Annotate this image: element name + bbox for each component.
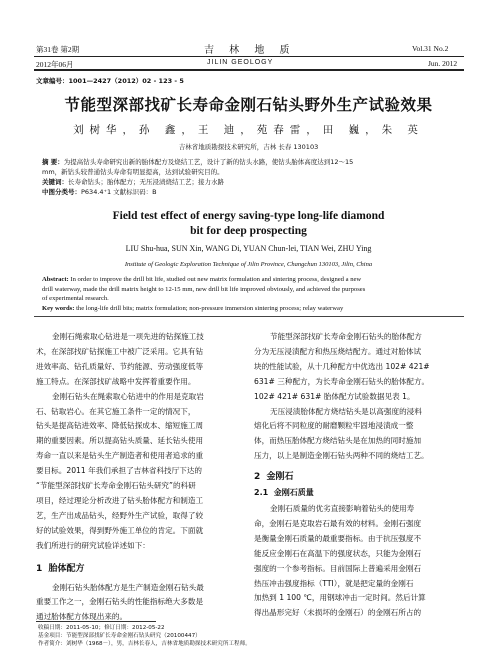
paragraph-line: 加热到 1 100 ℃，用钢球冲击一定时间。然后计算 <box>254 593 426 603</box>
issue-label: 第31卷 第2期 <box>36 45 80 54</box>
abstract-divider <box>34 316 464 317</box>
abstract-en <box>42 275 457 313</box>
body-right-column <box>254 330 464 621</box>
section-title: 金刚石 <box>266 472 294 483</box>
paragraph-line: 施工特点。在深部找矿战略中发挥着重要作用。 <box>36 376 196 386</box>
keywords-cn-label: 关键词： <box>42 178 68 186</box>
affiliation-en: Institute of Geologic Exploration Technique of Jilin Province, Changchun 130103, Jilin, China <box>124 261 373 268</box>
paragraph-line: 金刚石钻头胎体配方是生产制造金刚石钻头最 <box>52 582 204 592</box>
volume-label: Vol.31 No.2 <box>412 44 449 53</box>
abstract-en-line: In order to improve the drill bit life, studied out new matrix formulation and sintering process, designed a new <box>70 276 362 283</box>
abstract-en-line: of experimental research. <box>42 295 109 302</box>
paragraph-line: 压力，以上是制造金刚石钻头两种不同的烧结工艺。 <box>254 451 429 461</box>
paragraph-line: 艺，生产出成品钻头，经野外生产试验，取得了较 <box>36 510 204 520</box>
keywords-cn: 长寿命钻头；胎体配方；无压浸渍烧结工艺；接力水路 <box>68 178 224 186</box>
paragraph-line: 金刚石质量的优劣直接影响着钻头的使用寿 <box>270 503 415 513</box>
paragraph-line: 寿命一直以来是钻头生产制造者和使用者追求的重 <box>36 451 204 461</box>
subsection-heading-2-1 <box>254 486 464 501</box>
paragraph-line: 术，在深部找矿钻探施工中被广泛采用。它具有钻 <box>36 346 204 356</box>
subsection-number: 2.1 <box>254 488 269 498</box>
subsection-title: 金刚石质量 <box>273 488 314 498</box>
abstract-cn-label: 摘 要： <box>42 158 64 166</box>
footnotes <box>38 624 458 648</box>
paragraph-line: 节能型深部找矿长寿命金刚石钻头的胎体配方 <box>270 332 422 341</box>
body-left-column <box>36 330 236 625</box>
paragraph-line: 熔化后将不同粒度的耐磨颗粒牢固地浸渍成一整 <box>254 421 414 431</box>
paragraph-line: 重要工作之一，金刚石钻头的性能指标绝大多数是 <box>36 597 204 607</box>
paragraph-line: 石、钻取岩心。在其它施工条件一定的情况下， <box>36 406 196 416</box>
paragraph-line: 我们所进行的研究试验详述如下： <box>36 540 150 550</box>
month-label: Jun. 2012 <box>428 59 458 68</box>
abstract-en-line: drill waterway, made the drill matrix height to 12-15 mm, new drill bit life improved obviously, and achieved the purposes <box>42 285 366 293</box>
paragraph-line: 能反应金刚石在高温下的强度状态，只能为金刚石 <box>254 548 422 558</box>
paragraph-line: 631# 三种配方，为长寿命金刚石钻头的胎体配方。 <box>254 376 430 386</box>
paragraph-line: 通过胎体配方体现出来的。 <box>36 612 128 622</box>
title-en <box>0 209 497 239</box>
authors-en: LIU Shu-hua, SUN Xin, WANG Di, YUAN Chun-lei, TIAN Wei, ZHU Ying <box>125 244 372 253</box>
clc-number: P634.4⁺1 文献标识码：B <box>81 188 157 196</box>
section-heading-1 <box>36 562 236 577</box>
abstract-cn-line: 为提高钻头寿命研究出新的胎体配方及烧结工艺，设计了新的钻头水路，使钻头胎体高度达到12～15 <box>63 158 354 166</box>
authors-cn: 刘树华，孙 鑫，王 迪，苑春雷，田 巍，朱 英 <box>73 124 424 136</box>
journal-name-cn: 吉 林 地 质 <box>204 45 296 56</box>
abstract-en-label: Abstract: <box>42 276 69 283</box>
abstract-cn-line: mm，新钻头较普通钻头寿命有明显提高，达到试验研究目的。 <box>42 168 224 176</box>
paragraph-line: 项目，经过理论分析改进了钻头胎体配方和制造工 <box>36 495 204 505</box>
paragraph-line: 金刚石绳索取心钻进是一项先进的钻探施工技 <box>52 332 204 341</box>
footnote-rule <box>36 621 156 622</box>
paragraph-line: 102# 421# 631# 胎体配方试验数据见表 1。 <box>254 391 415 401</box>
footnote-funding: 基金项目：节能型深部找矿长寿命金刚石钻头研究（20100447） <box>38 633 201 639</box>
clc-label: 中图分类号： <box>42 188 81 196</box>
section-number: 1 <box>36 563 43 574</box>
paragraph-line: 强度的一个参考指标。目前国际上普遍采用金刚石 <box>254 563 422 573</box>
paragraph-line: 块的性能试验，从十几种配方中优选出 102# 421# <box>254 361 430 371</box>
abstract-cn <box>42 157 457 197</box>
keywords-en: the long-life drill bits; matrix formulation; non-pressure immersion sintering process; relay waterway <box>76 304 344 312</box>
paragraph-line: 无压浸渍胎体配方烧结钻头是以高强度的浸料 <box>270 406 422 416</box>
paragraph-line: 要目标。2011 年我们承担了吉林省科技厅下达的 <box>36 466 203 476</box>
header-rule-bottom <box>34 69 464 71</box>
keywords-en-label: Key words: <box>42 304 75 312</box>
paragraph-line: “节能型深部找矿长寿命金刚石钻头研究”的科研 <box>36 481 196 491</box>
paragraph-line: 得出晶形完好（未损坏的金刚石）的金刚石所占的 <box>254 608 422 618</box>
section-heading-2 <box>254 470 464 485</box>
footnote-received: 收稿日期：2011-05-10；修订日期：2012-05-22 <box>38 625 165 631</box>
paragraph-line: 进效率高、钻孔质量好、节约能源、劳动强度低等 <box>36 361 204 371</box>
header-rule-top <box>34 56 464 57</box>
title-en-line: bit for deep prospecting <box>190 225 307 237</box>
paragraph-line: 期的重要因素。所以提高钻头质量、延长钻头使用 <box>36 436 204 446</box>
affiliation-cn: 吉林省地质勘探技术研究所，吉林 长春 130103 <box>178 143 319 151</box>
paragraph-line: 分为无压浸渍配方和热压烧结配方。通过对胎体试 <box>254 346 422 356</box>
date-label: 2012年06月 <box>36 60 74 69</box>
paragraph-line: 命，金刚石是克取岩石最有效的材料。金刚石强度 <box>254 518 422 528</box>
paragraph-line: 金刚石钻头在绳索取心钻进中的作用是克取岩 <box>52 391 204 401</box>
paragraph-line: 钻头是提高钻进效率、降低钻探成本、缩短施工周 <box>36 421 204 431</box>
footnote-author: 作者简介：刘树华（1968－），男，吉林长春人，吉林省地质勘探技术研究所工程师。 <box>38 641 251 647</box>
section-number: 2 <box>254 472 261 483</box>
section-title: 胎体配方 <box>48 563 85 574</box>
paragraph-line: 体，而热压胎体配方烧结钻头是在加热的同时施加 <box>254 436 422 446</box>
title-en-line: Field test effect of energy saving-type long-life diamond <box>112 210 385 222</box>
paragraph-line: 热压冲击强度指标（TTI），就是把定量的金刚石 <box>254 578 414 588</box>
article-number: 文章编号：1001—2427（2012）02 - 123 - 5 <box>36 77 184 85</box>
paragraph-line: 好的试验效果，得到野外施工单位的肯定。下面就 <box>36 525 204 535</box>
journal-name-en: JILIN GEOLOGY <box>207 59 274 66</box>
paragraph-line: 是衡量金刚石质量的最重要指标。由于抗压强度不 <box>254 533 422 543</box>
title-cn: 节能型深部找矿长寿命金刚石钻头野外生产试验效果 <box>64 96 433 114</box>
